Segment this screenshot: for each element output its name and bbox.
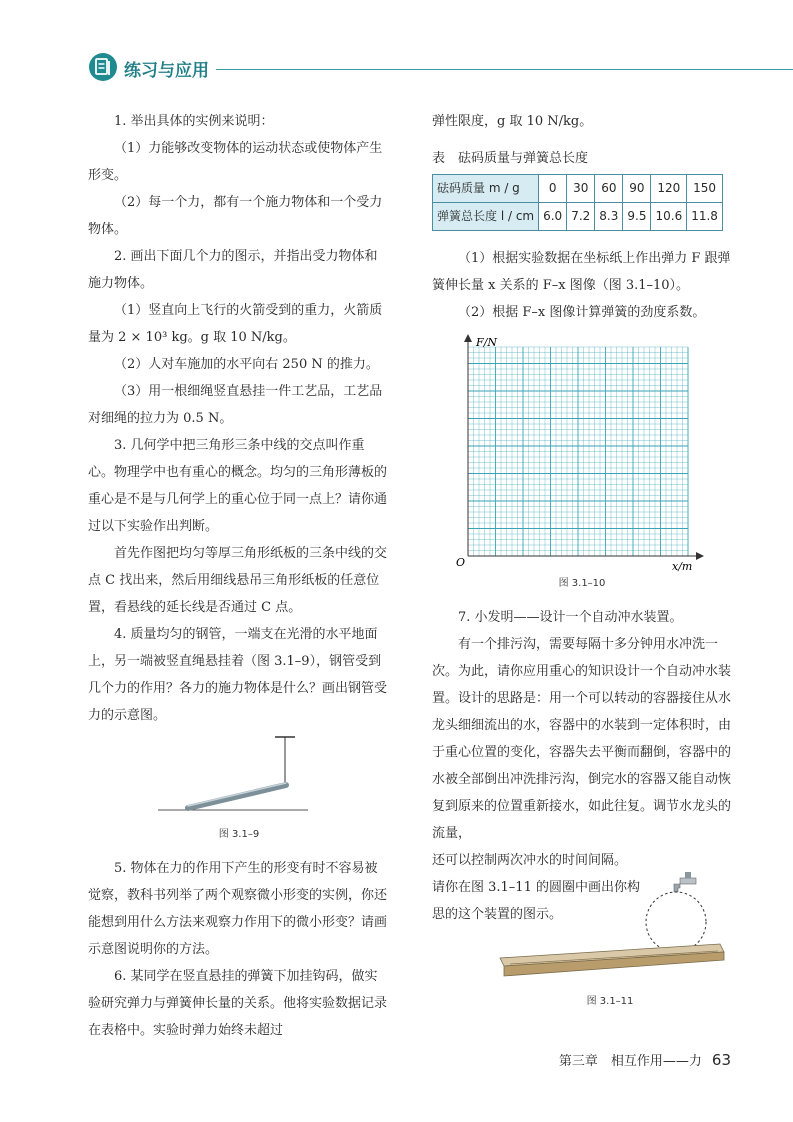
- table-row: [433, 203, 723, 231]
- figure-caption: 图 3.1–10: [558, 578, 606, 589]
- figure-3-1-10: [432, 334, 732, 574]
- question-6-item-2: （2）根据 F–x 图像计算弹簧的劲度系数。: [458, 305, 706, 320]
- table-cell: 10.6: [651, 203, 687, 231]
- question-6: 6. 某同学在竖直悬挂的弹簧下加挂钩码，做实验研究弹力与弹簧伸长量的关系。他将实验数据记录在表格中。实验时弹力始终未超过: [88, 969, 388, 1038]
- question-3-text: 首先作图把均匀等厚三角形纸板的三条中线的交点 C 找出来，然后用细线悬吊三角形纸板的任意位置，看悬线的延长线是否通过 C 点。: [88, 546, 388, 615]
- question-2-item-2: （2）人对车施加的水平向右 250 N 的推力。: [114, 357, 379, 372]
- design-circle: [646, 892, 706, 952]
- table-header-mass: 砝码质量 m / g: [433, 175, 539, 203]
- figure-3-1-11: [490, 872, 730, 984]
- question-3: 3. 几何学中把三角形三条中线的交点叫作重心。物理学中也有重心的概念。均匀的三角形薄板的重心是不是与几何学上的重心位于同一点上？请你通过以下实验作出判断。: [88, 438, 388, 534]
- faucet-handle-icon: [685, 872, 691, 878]
- page-number: 63: [711, 1051, 731, 1069]
- table-cell: 9.5: [623, 203, 651, 231]
- header-rule: [216, 69, 793, 70]
- question-7-text-3: 请你在图 3.1–11 的圆圈中画出你构思的这个装置的图示。: [432, 880, 640, 922]
- table-cell: 7.2: [567, 203, 595, 231]
- section-icon: [88, 52, 118, 82]
- table-cell: 30: [567, 175, 595, 203]
- question-5: 5. 物体在力的作用下产生的形变有时不容易被觉察，教科书列举了两个观察微小形变的实例，你还能想到用什么方法来观察力作用下的微小形变？请画示意图说明你的方法。: [88, 861, 388, 957]
- question-2-item-3: （3）用一根细绳竖直悬挂一件工艺品，工艺品对细绳的拉力为 0.5 N。: [88, 384, 383, 426]
- table-header-length: 弹簧总长度 l / cm: [433, 203, 539, 231]
- faucet-icon: [680, 878, 696, 884]
- question-7: 7. 小发明——设计一个自动冲水装置。: [458, 610, 683, 625]
- page-footer: [559, 1050, 731, 1069]
- question-6-continued: 弹性限度，g 取 10 N/kg。: [432, 114, 593, 129]
- table-cell: 6.0: [539, 203, 567, 231]
- section-title: 练习与应用: [124, 61, 209, 81]
- question-1-item-2: （2）每一个力，都有一个施力物体和一个受力物体。: [88, 195, 383, 237]
- graph-paper: [432, 334, 732, 574]
- data-table: [432, 174, 723, 231]
- table-cell: 150: [687, 175, 723, 203]
- question-4: 4. 质量均匀的钢管，一端支在光滑的水平地面上，另一端被竖直绳悬挂着（图 3.1–9），钢管受到几个力的作用？各力的施力物体是什么？画出钢管受力的示意图。: [88, 627, 388, 723]
- table-cell: 90: [623, 175, 651, 203]
- figure-caption: 图 3.1–9: [218, 829, 260, 840]
- chapter-title: 第三章 相互作用——力: [558, 1054, 702, 1069]
- origin-label: O: [456, 556, 466, 569]
- table-cell: 120: [651, 175, 687, 203]
- question-1-item-1: （1）力能够改变物体的运动状态或使物体产生形变。: [88, 141, 383, 183]
- question-7-text-2: 还可以控制两次冲水的时间间隔。: [432, 853, 628, 868]
- figure-3-1-9: [88, 729, 390, 825]
- question-2: 2. 画出下面几个力的图示，并指出受力物体和施力物体。: [88, 249, 378, 291]
- question-6-item-1: （1）根据实验数据在坐标纸上作出弹力 F 跟弹簧伸长量 x 关系的 F–x 图像（图 3.1–10）。: [432, 251, 731, 293]
- figure-caption: 图 3.1–11: [586, 996, 634, 1007]
- table-cell: 8.3: [595, 203, 623, 231]
- question-1: 1. 举出具体的实例来说明：: [114, 114, 274, 129]
- question-7-text: 有一个排污沟，需要每隔十多分钟用水冲洗一次。为此，请你应用重心的知识设计一个自动冲水装置。设计的思路是：用一个可以转动的容器接住从水龙头细细流出的水，容器中的水装到一定体积时，由于重心位置的变化，容器失去平衡而翻倒，容器中的水被全部倒出冲洗排污沟，倒完水的容器又能自动恢复到原来的位置重新接水，如此往复。调节水龙头的流量，: [432, 637, 732, 841]
- table-cell: 60: [595, 175, 623, 203]
- table-cell: 0: [539, 175, 567, 203]
- left-column: [88, 108, 390, 1044]
- question-2-item-1: （1）竖直向上飞行的火箭受到的重力，火箭质量为 2 × 10³ kg。g 取 10 N/kg。: [88, 303, 383, 345]
- y-axis-label: F/N: [476, 336, 497, 349]
- x-axis-label: x/m: [672, 560, 693, 573]
- right-column: [432, 108, 732, 928]
- steel-pipe-figure: [88, 729, 390, 825]
- table-title: 表 砝码质量与弹簧总长度: [432, 151, 589, 166]
- table-row: [433, 175, 723, 203]
- table-cell: 11.8: [687, 203, 723, 231]
